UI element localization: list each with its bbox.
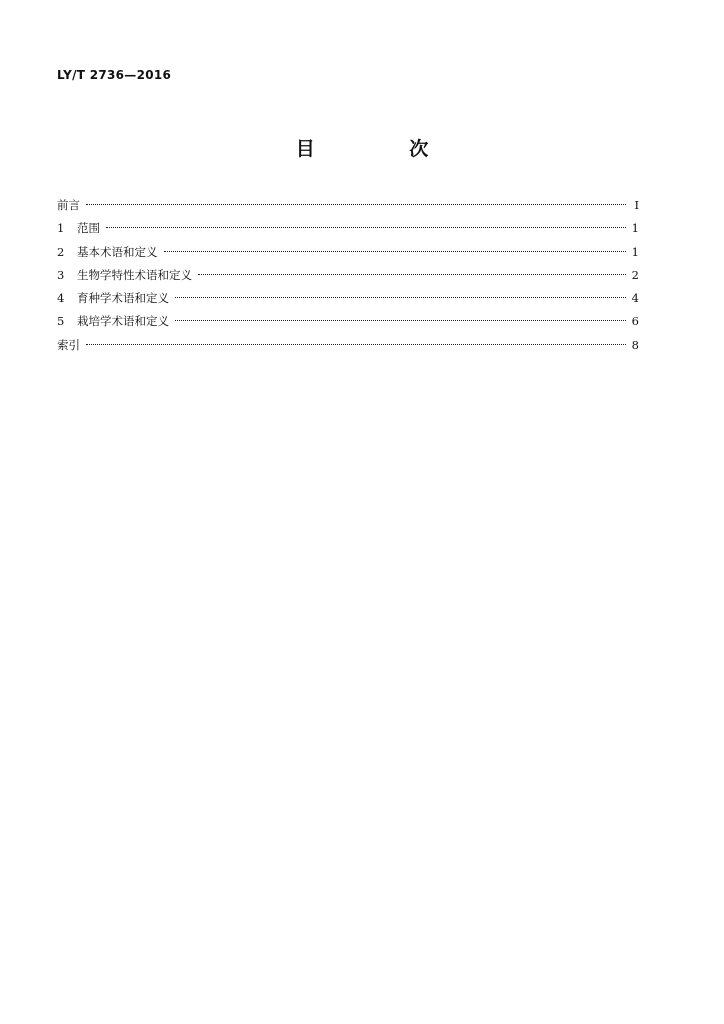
toc-entry-label: 育种学术语和定义	[77, 291, 169, 306]
toc-entry-page: 1	[631, 221, 639, 236]
toc-entry-label: 前言	[57, 198, 80, 212]
dot-leader	[86, 204, 626, 205]
dot-leader	[106, 227, 626, 228]
dot-leader	[86, 344, 626, 345]
toc-entry-number: 2	[57, 244, 65, 259]
toc-entry-basic-terms[interactable]	[57, 241, 639, 264]
toc-entry-index[interactable]	[57, 334, 639, 357]
toc-entry-biology-terms[interactable]	[57, 264, 639, 287]
dot-leader	[175, 320, 626, 321]
dot-leader	[175, 297, 626, 298]
toc-entry-number: 1	[57, 221, 65, 236]
table-of-contents	[57, 194, 639, 357]
toc-entry-page: 8	[631, 337, 639, 352]
toc-entry-page: 6	[631, 314, 639, 329]
toc-entry-number: 5	[57, 314, 65, 329]
toc-entry-page: 2	[631, 267, 639, 282]
toc-entry-label: 栽培学术语和定义	[77, 314, 169, 329]
toc-entry-label: 基本术语和定义	[77, 244, 158, 259]
toc-entry-cultivation-terms[interactable]	[57, 310, 639, 333]
toc-entry-label: 范围	[77, 221, 100, 236]
toc-entry-breeding-terms[interactable]	[57, 287, 639, 310]
toc-entry-number: 4	[57, 291, 65, 306]
standard-code: LY/T 2736—2016	[57, 68, 172, 82]
page-title: 目 次	[295, 138, 473, 160]
toc-entry-label: 索引	[57, 337, 80, 352]
toc-entry-label: 生物学特性术语和定义	[77, 267, 192, 282]
toc-entry-page: 4	[631, 291, 639, 306]
dot-leader	[164, 251, 627, 252]
toc-entry-page: 1	[631, 244, 639, 259]
toc-entry-page: I	[634, 198, 639, 212]
dot-leader	[198, 274, 626, 275]
toc-entry-scope[interactable]	[57, 217, 639, 240]
toc-entry-number: 3	[57, 267, 65, 282]
toc-entry-preface[interactable]	[57, 194, 639, 217]
